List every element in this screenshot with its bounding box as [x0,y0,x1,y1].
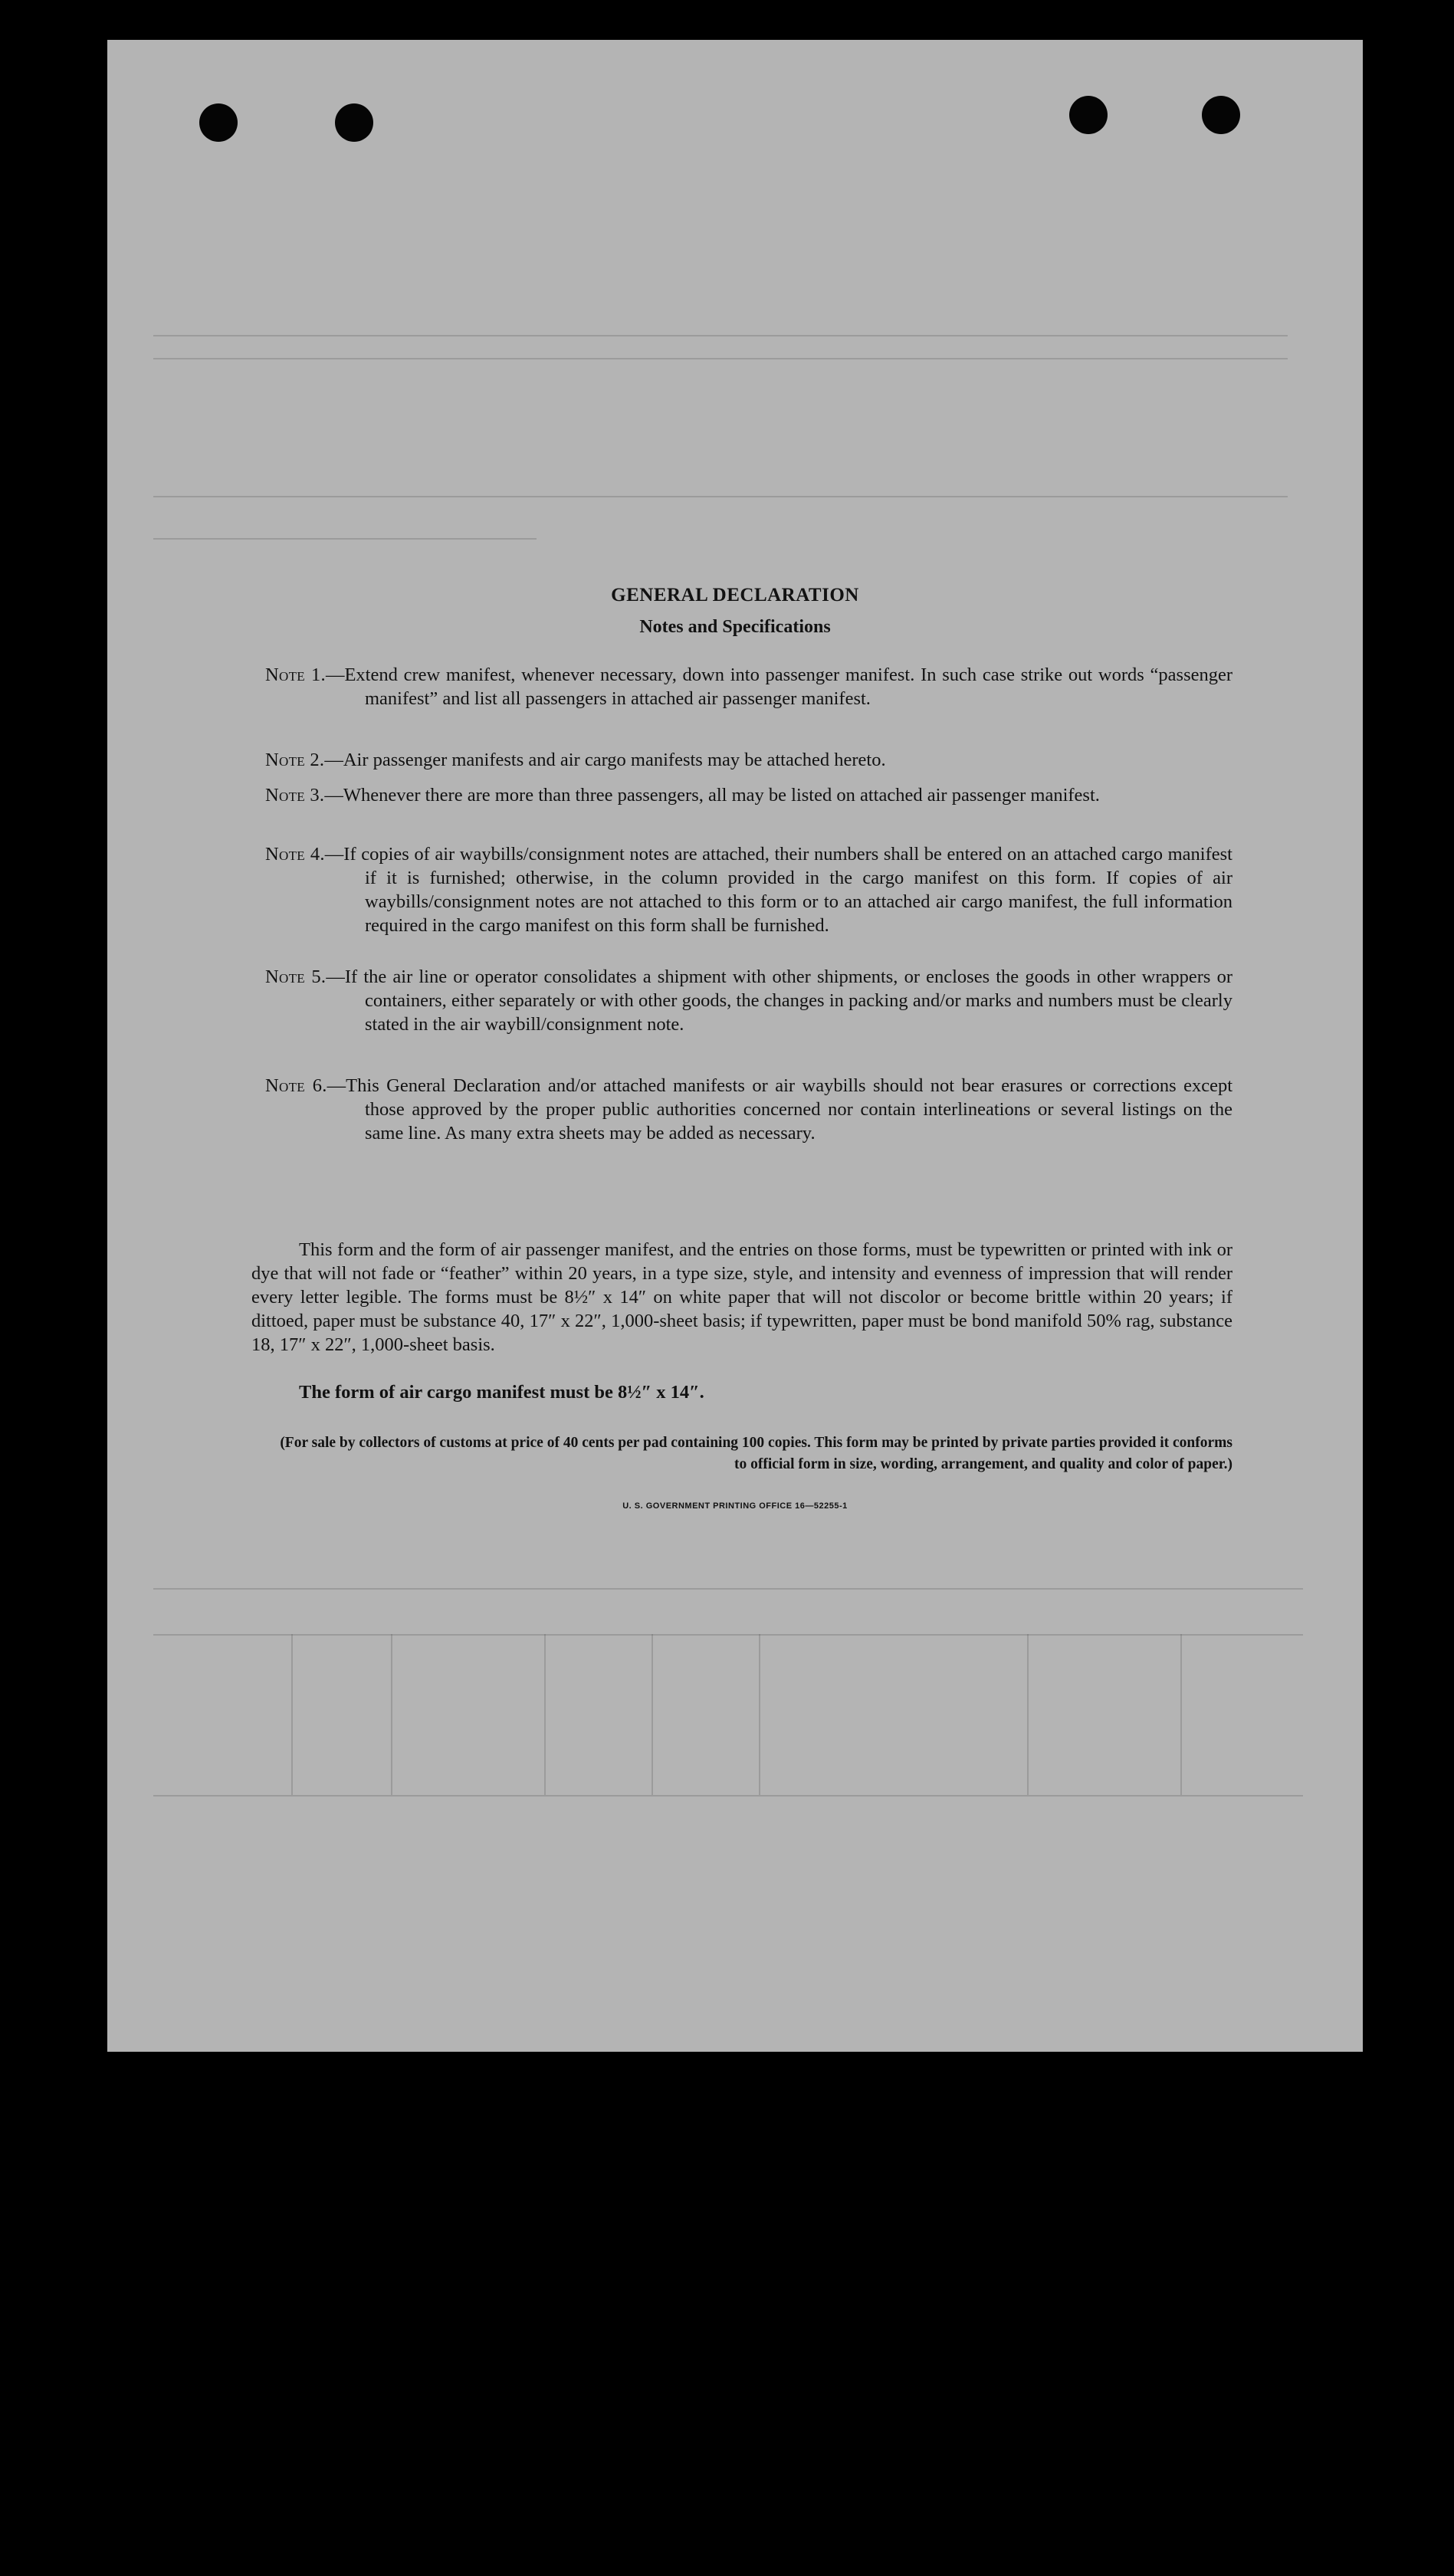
note-label: Note 5. [265,966,327,987]
note-text: —Whenever there are more than three passengers, all may be listed on attached air passenger manifest. [324,785,1100,806]
bleed-through-line [652,1634,653,1795]
note-label: Note 3. [265,785,325,806]
note-2 [265,748,1232,772]
specification-paragraph: This form and the form of air passenger manifest, and the entries on those forms, must be typewritten or printed with ink or dye that will not fade or “feather” within 20 years, in a type size, style, and intensity and evenness of impression that will render every letter legible. The forms must be 8½″ x 14″ on white paper that will not discolor or become brittle within 20 years; if dittoed, paper must be substance 40, 17″ x 22″, 1,000-sheet basis; if typewritten, paper must be bond manifold 50% rag, substance 18, 17″ x 22″, 1,000-sheet basis. [251,1239,1232,1355]
note-text: —Extend crew manifest, whenever necessary, down into passenger manifest. In such case strike out words “passenger manifest” and list all passengers in attached air passenger manifest. [325,665,1233,709]
bleed-through-line [291,1634,293,1795]
bleed-through-line [153,538,537,540]
bleed-through-line [391,1634,392,1795]
note-text: —Air passenger manifests and air cargo manifests may be attached hereto. [324,750,886,770]
document-page [107,40,1363,2052]
document-subtitle: Notes and Specifications [639,617,831,637]
bleed-through-line [544,1634,546,1795]
note-6 [265,1074,1232,1145]
note-label: Note 1. [265,665,326,685]
note-5 [265,965,1232,1036]
note-label: Note 4. [265,844,325,865]
bleed-through-line [1180,1634,1182,1795]
note-text: —If copies of air waybills/consignment notes are attached, their numbers shall be entered on an attached cargo manifest if it is furnished; otherwise, in the column provided in the cargo manifest on this form. If copies of air waybills/consignment notes are not attached to this form or to an attached air cargo manifest, the full information required in the cargo manifest on this form shall be furnished. [324,844,1232,936]
bleed-through-line [1027,1634,1029,1795]
bleed-through-line [153,335,1288,336]
note-3 [265,783,1232,807]
cargo-manifest-size-note: The form of air cargo manifest must be 8½″ x 14″. [299,1382,704,1403]
punch-hole [199,103,238,142]
punch-hole [1202,96,1240,134]
bleed-through-line [153,1588,1303,1590]
note-text: —If the air line or operator consolidates a shipment with other shipments, or encloses the goods in other wrappers or containers, either separately or with other goods, the changes in packing and/or marks and numbers must be clearly stated in the air waybill/consignment note. [326,966,1233,1035]
punch-hole [1069,96,1108,134]
bleed-through-line [153,1634,1303,1636]
bleed-through-line [153,1795,1303,1797]
document-title: GENERAL DECLARATION [611,585,859,605]
note-text: —This General Declaration and/or attached manifests or air waybills should not bear erasures or corrections except those approved by the proper public authorities concerned nor contain interlineations or several listings on the same line. As many extra sheets may be added as necessary. [327,1075,1232,1144]
punch-hole [335,103,373,142]
sale-notice: (For sale by collectors of customs at price of 40 cents per pad containing 100 copies. This form may be printed by private parties provided it conforms to official form in size, wording, arrangement, and quality and color of paper.) [280,1435,1232,1472]
note-label: Note 2. [265,750,325,770]
note-1 [265,663,1232,710]
bleed-through-line [153,358,1288,359]
bleed-through-line [153,496,1288,497]
printing-office-imprint: U. S. GOVERNMENT PRINTING OFFICE 16—52255-1 [622,1501,848,1511]
note-4 [265,842,1232,937]
bleed-through-line [759,1634,760,1795]
note-label: Note 6. [265,1075,327,1096]
